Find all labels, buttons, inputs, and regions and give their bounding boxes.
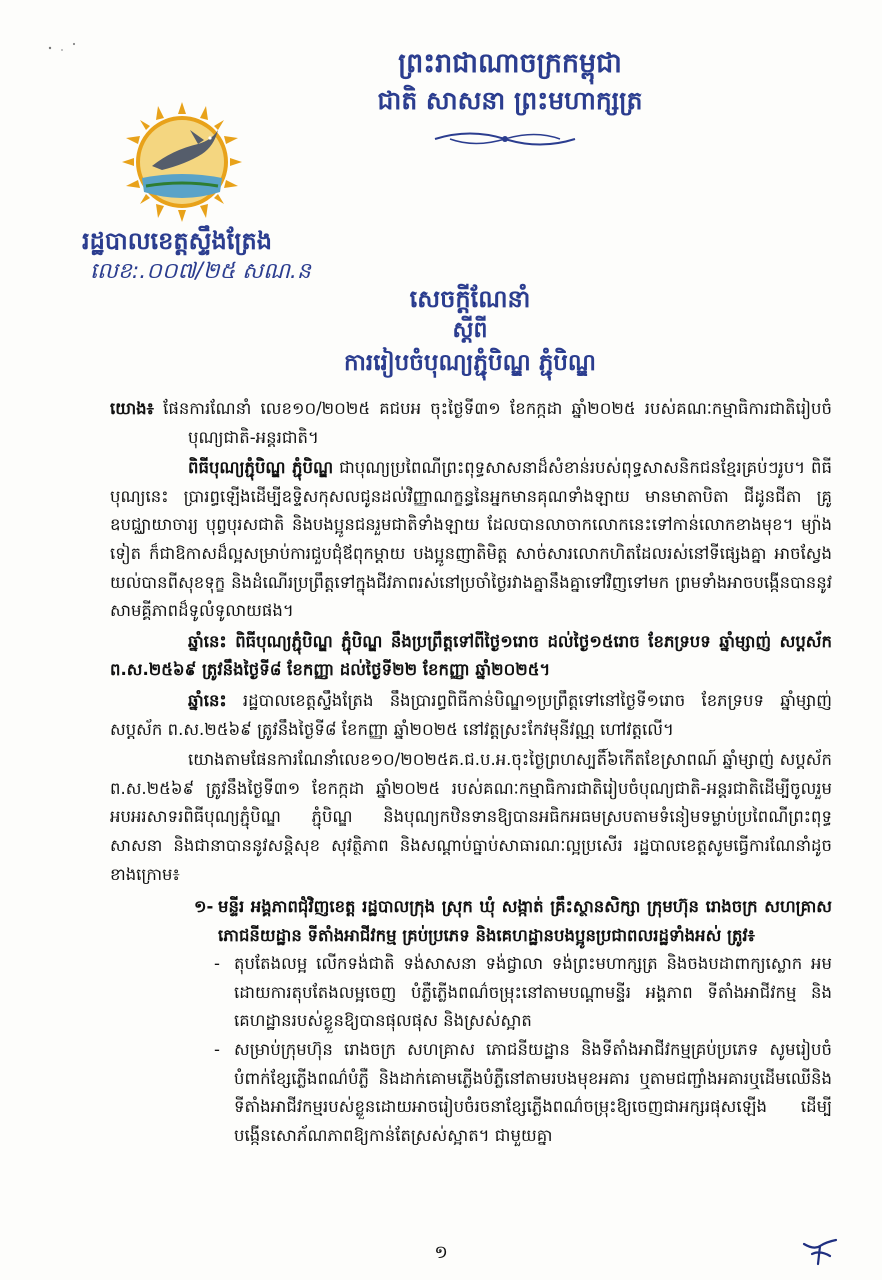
dash-marker: - — [214, 1040, 220, 1060]
kingdom-header — [300, 45, 720, 119]
document-body — [110, 395, 832, 1150]
list-item-number: ១- — [194, 897, 214, 917]
document-title-block — [240, 282, 700, 380]
kingdom-title: ព្រះរាជាណាចក្រកម្ពុជា — [398, 48, 622, 79]
dash-item — [110, 1036, 832, 1150]
festival-name: ពិធីបុណ្យភ្ជុំបិណ្ឌ ភ្ជុំបិណ្ឌ — [188, 458, 334, 478]
handwritten-initial-icon — [800, 1236, 840, 1266]
page-number: ១ — [434, 1242, 448, 1263]
issuing-authority: រដ្ឋបាលខេត្តស្ទឹងត្រែង — [82, 227, 272, 255]
list-item-text: មន្ទីរ អង្គភាពជុំវិញខេត្ត រដ្ឋបាលក្រុង ស្រុក ឃុំ សង្កាត់ គ្រឹះស្ថានសិក្សា ក្រុមហ៊ុន រោងចក្រ សហគ្រាស ភោជនីយដ្ឋាន ទីតាំងអាជីវកម្ម គ្រប់ប្រភេទ និងគេហដ្ឋានបងប្អូនប្រជាពលរដ្ឋទាំងអស់ ត្រូវ៖ — [218, 897, 832, 945]
fish-sun-emblem-icon — [120, 100, 244, 224]
kingdom-motto: ជាតិ សាសនា ព្រះមហាក្សត្រ — [377, 86, 643, 115]
dash-item-text: សម្រាប់ក្រុមហ៊ុន រោងចក្រ សហគ្រាស ភោជនីយដ្ឋាន និងទីតាំងអាជីវកម្មគ្រប់ប្រភេទ សូមរៀបចំបំពាក់ខ្សែភ្លើងពណ៌បំភ្លឺ និងដាក់គោមភ្លើងបំភ្លឺនៅតាមរបងមុខអគារ ឬតាមជញ្ជាំងអគារឬដើមឈើនិងទីតាំងអាជីវកម្មរបស់ខ្លួនដោយអាចរៀបចំរចនាខ្សែភ្លើងពណ៌ចម្រុះឱ្យចេញជាអក្សរផុសឡើង ដើម្បីបង្កើនសោភ័ណភាពឱ្យកាន់តែស្រស់ស្អាត។ ជាមួយគ្នា — [234, 1040, 832, 1145]
intro-text: ជាបុណ្យប្រពៃណីព្រះពុទ្ធសាសនាដ៏សំខាន់របស់ពុទ្ធសាសនិកជនខ្មែរគ្រប់ៗរូប។ ពិធីបុណ្យនេះ ប្រារព្ធឡើងដើម្បីឧទ្ទិសកុសលជូនដល់វិញ្ញាណក្ខន្ធនៃអ្នកមានគុណទាំងឡាយ មានមាតាបិតា ជីដូនជីតា គ្រូឧបជ្ឈាយាចារ្យ បុព្វបុរសជាតិ និងបងប្អូនជនរួមជាតិទាំងឡាយ ដែលបានលាចាកលោកនេះទៅកាន់លោកខាងមុខ។ ម្យ៉ាងទៀត ក៏ជាឱកាសដ៏ល្អសម្រាប់ការជួបជុំឪពុកម្តាយ បងប្អូនញាតិមិត្ត សាច់សារលោកហិតដែលរស់នៅទីផ្សេងគ្នា អាចស្វែងយល់បានពីសុខទុក្ខ និងដំណើរប្រព្រឹត្តទៅក្នុងជីវភាពរស់នៅប្រចាំថ្ងៃរវាងគ្នានឹងគ្នាទៅវិញទៅមក ព្រមទាំងអាចបង្កើនបាននូវសាមគ្គីភាពដ៏ទូលំទូលាយផង។ — [110, 458, 832, 621]
reference-paragraph — [110, 395, 832, 452]
dash-item-text: តុបតែងលម្អ លើកទង់ជាតិ ទង់សាសនា ទង់ជ្វាលា ទង់ព្រះមហាក្សត្រ និងចងបដាពាក្យស្លោក អមដោយការតុបតែងលម្អចេញ បំភ្លឺភ្លើងពណ៌ចម្រុះនៅតាមបណ្តាមន្ទីរ អង្គភាព ទីតាំងអាជីវកម្ម និងគេហដ្ឋានរបស់ខ្លួនឱ្យបានផុលផុស និងស្រស់ស្អាត — [234, 954, 832, 1031]
document-number: លេខ:.០០៧/២៥ សណ.ន — [90, 259, 311, 284]
dash-item — [110, 950, 832, 1036]
dash-marker: - — [214, 954, 220, 974]
ornament-divider-icon — [430, 126, 580, 152]
guidance-paragraph: យោងតាមផែនការណែនាំលេខ១០/២០២៥គ.ជ.ប.អ.ចុះថ្ងៃព្រហស្បតិ៍៦កើតខែស្រាពណ៍ ឆ្នាំម្សាញ់ សប្តស័ក ព.ស.២៥៦៩ ត្រូវនឹងថ្ងៃទី៣១ ខែកក្កដា ឆ្នាំ២០២៥ របស់គណៈកម្មាធិការជាតិរៀបចំបុណ្យជាតិ-អន្តរជាតិដើម្បីចូលរួមអបអរសាទរពិធីបុណ្យភ្ជុំបិណ្ឌ ភ្ជុំបិណ្ឌ និងបុណ្យកឋិនទានឱ្យបានអធិកអធមស្របតាមទំនៀមទម្លាប់ប្រពៃណីព្រះពុទ្ធសាសនា និងជានាបាននូវសន្តិសុខ សុវត្ថិភាព និងសណ្តាប់ធ្នាប់សាធារណៈល្អប្រសើរ រដ្ឋបាលខេត្តសូមធ្វើការណែនាំដូចខាងក្រោម៖ — [110, 750, 832, 884]
reference-label: យោង៖ — [110, 399, 154, 418]
ceremony-paragraph — [110, 687, 832, 744]
schedule-text: ពិធីបុណ្យភ្ជុំបិណ្ឌ ភ្ជុំបិណ្ឌ នឹងប្រព្រឹត្តទៅពីថ្ងៃ១រោច ដល់ថ្ងៃ១៥រោច ខែភទ្របទ ឆ្នាំម្សាញ់ សប្តស័ក ព.ស.២៥៦៩ ត្រូវនឹងថ្ងៃទី៨ ខែកញ្ញា ដល់ថ្ងៃទី២២ ខែកញ្ញា ឆ្នាំ២០២៥។ — [110, 631, 832, 680]
ceremony-text: រដ្ឋបាលខេត្តស្ទឹងត្រែង នឹងប្រារព្ធពិធីកាន់បិណ្ឌ១ប្រព្រឹត្តទៅនៅថ្ងៃទី១រោច ខែភទ្របទ ឆ្នាំម្សាញ់ សប្តស័ក ព.ស.២៥៦៩ ត្រូវនឹងថ្ងៃទី៨ ខែកញ្ញា ឆ្នាំ២០២៥ នៅវត្តស្រះកែវមុនីវណ្ណ ហៅវត្តលើ។ — [110, 690, 832, 739]
intro-paragraph — [110, 454, 832, 626]
schedule-paragraph — [110, 628, 832, 685]
scan-speck-mark — [40, 30, 90, 60]
list-item — [110, 893, 832, 950]
schedule-label: ឆ្នាំនេះ — [188, 631, 227, 651]
document-subject: ការរៀបចំបុណ្យភ្ជុំបិណ្ឌ ភ្ជុំបិណ្ឌ — [344, 350, 596, 376]
title-about: ស្តីពី — [452, 318, 488, 343]
document-type: សេចក្តីណែនាំ — [409, 285, 531, 313]
reference-text: ផែនការណែនាំ លេខ១០/២០២៥ គជបអ ចុះថ្ងៃទី៣១ ខែកក្កដា ឆ្នាំ២០២៥ របស់គណៈកម្មាធិការជាតិរៀបចំបុណ្យជាតិ-អន្តរជាតិ។ — [153, 399, 832, 447]
ceremony-label: ឆ្នាំនេះ — [188, 690, 227, 710]
